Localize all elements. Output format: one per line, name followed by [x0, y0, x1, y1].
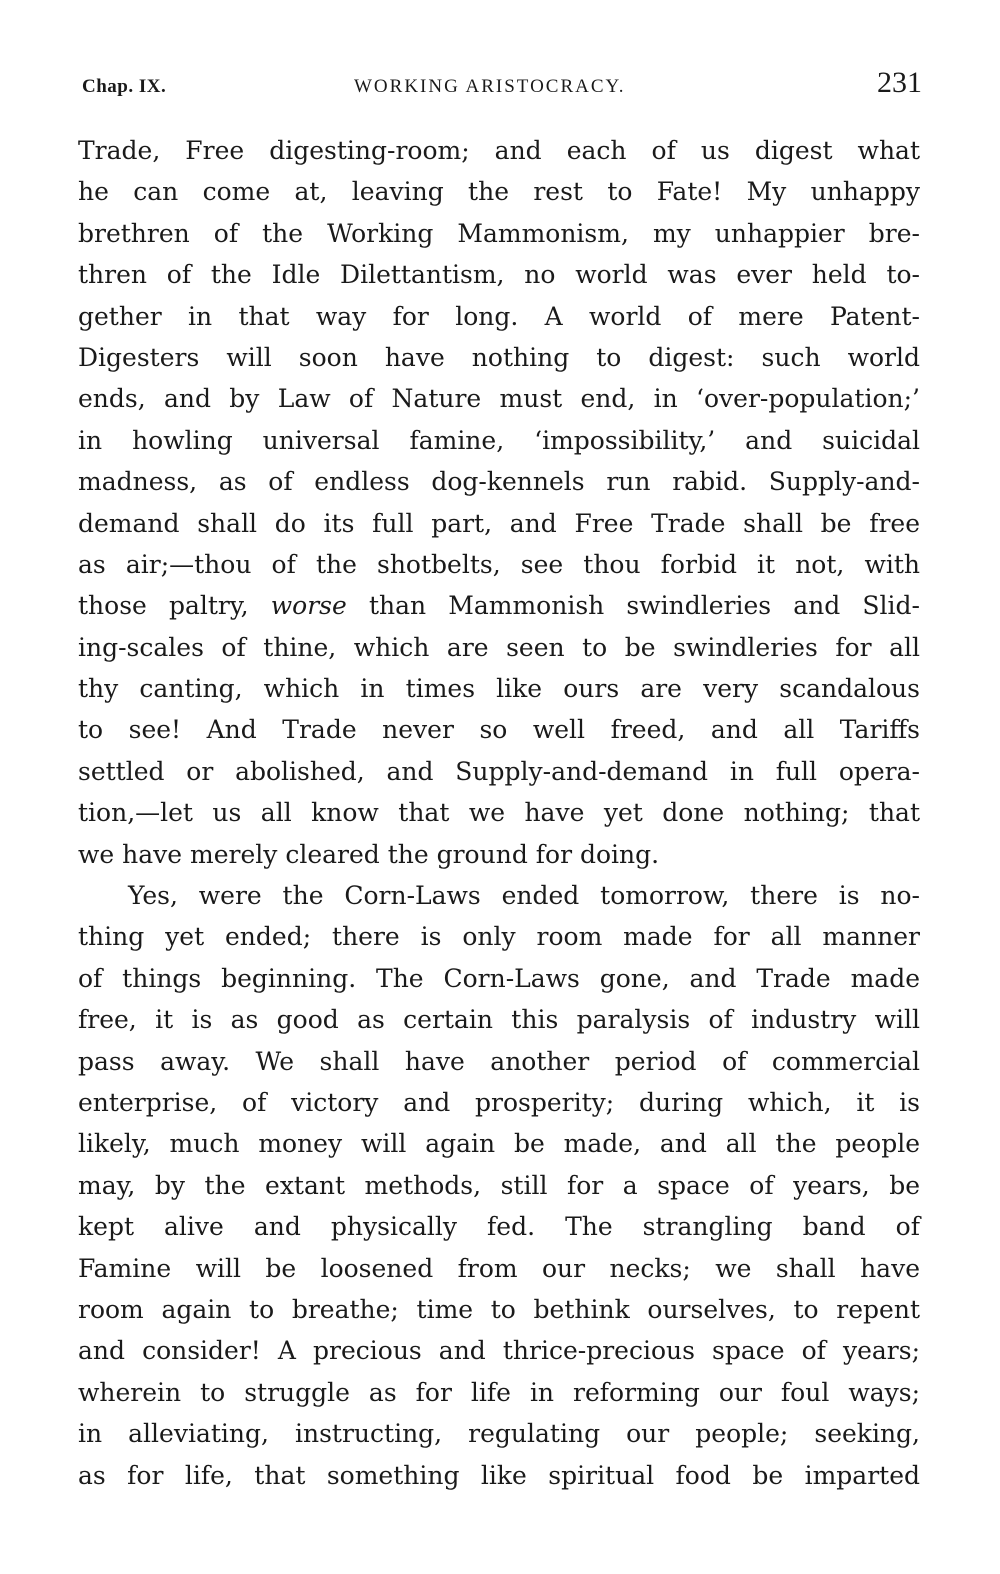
text-line: of things beginning. The Corn-Laws gone, and Trade made — [78, 963, 920, 993]
page-number: 231 — [877, 66, 922, 99]
text-line: ends, and by Law of Nature must end, in ‘over-population;’ — [78, 384, 920, 414]
text-line: in alleviating, instructing, regulating our people; seeking, — [78, 1419, 920, 1449]
text-segment: those paltry, — [78, 591, 271, 621]
text-line: brethren of the Working Mammonism, my unhappier bre- — [78, 218, 920, 248]
text-line: likely, much money will again be made, and all the people — [78, 1129, 920, 1159]
text-line: Yes, were the Corn-Laws ended tomorrow, there is no- — [128, 881, 920, 911]
running-title: WORKING ARISTOCRACY. — [354, 76, 626, 97]
text-line: pass away. We shall have another period of commercial — [78, 1046, 920, 1076]
text-line: room again to breathe; time to bethink ourselves, to repent — [78, 1294, 920, 1324]
text-line: wherein to struggle as for life in reforming our foul ways; — [78, 1377, 920, 1407]
chapter-label: Chap. IX. — [82, 76, 167, 97]
text-line: thren of the Idle Dilettantism, no world was ever held to- — [78, 260, 920, 290]
running-head — [82, 66, 922, 110]
text-line: Trade, Free digesting-room; and each of us digest what — [78, 136, 920, 165]
text-line: Famine will be loosened from our necks; we shall have — [78, 1253, 920, 1283]
text-line: enterprise, of victory and prosperity; during which, it is — [78, 1087, 920, 1117]
text-line: ing-scales of thine, which are seen to be swindleries for all — [78, 632, 920, 662]
text-line: may, by the extant methods, still for a space of years, be — [78, 1170, 920, 1200]
text-line: settled or abolished, and Supply-and-demand in full opera- — [78, 756, 920, 786]
text-line: as air;—thou of the shotbelts, see thou forbid it not, with — [78, 549, 920, 579]
text-line: to see! And Trade never so well freed, and all Tariffs — [78, 715, 920, 745]
text-line: Digesters will soon have nothing to digest: such world — [78, 342, 920, 372]
text-line: and consider! A precious and thrice-precious space of years; — [78, 1336, 920, 1366]
text-line: thing yet ended; there is only room made for all manner — [78, 922, 920, 952]
text-line-with-emphasis — [78, 585, 920, 626]
text-line: tion,—let us all know that we have yet done nothing; that — [78, 798, 920, 828]
body-text — [78, 130, 920, 1496]
text-line: kept alive and physically fed. The strangling band of — [78, 1212, 920, 1242]
text-line: madness, as of endless dog-kennels run rabid. Supply-and- — [78, 467, 920, 497]
text-line: he can come at, leaving the rest to Fate! My unhappy — [78, 177, 920, 207]
text-line: free, it is as good as certain this paralysis of industry will — [78, 1005, 920, 1035]
emphasized-word: worse — [270, 591, 347, 621]
text-line: thy canting, which in times like ours are very scandalous — [78, 674, 920, 704]
text-line: we have merely cleared the ground for doing. — [78, 839, 660, 869]
text-line: demand shall do its full part, and Free Trade shall be free — [78, 508, 920, 538]
text-line: gether in that way for long. A world of mere Patent- — [78, 301, 920, 331]
text-segment: than Mammonish swindleries and Slid- — [346, 591, 920, 621]
paragraph-1 — [78, 130, 920, 875]
text-line: as for life, that something like spiritual food be imparted — [78, 1460, 920, 1490]
paragraph-2 — [78, 875, 920, 1496]
text-line: in howling universal famine, ‘impossibility,’ and suicidal — [78, 425, 920, 455]
